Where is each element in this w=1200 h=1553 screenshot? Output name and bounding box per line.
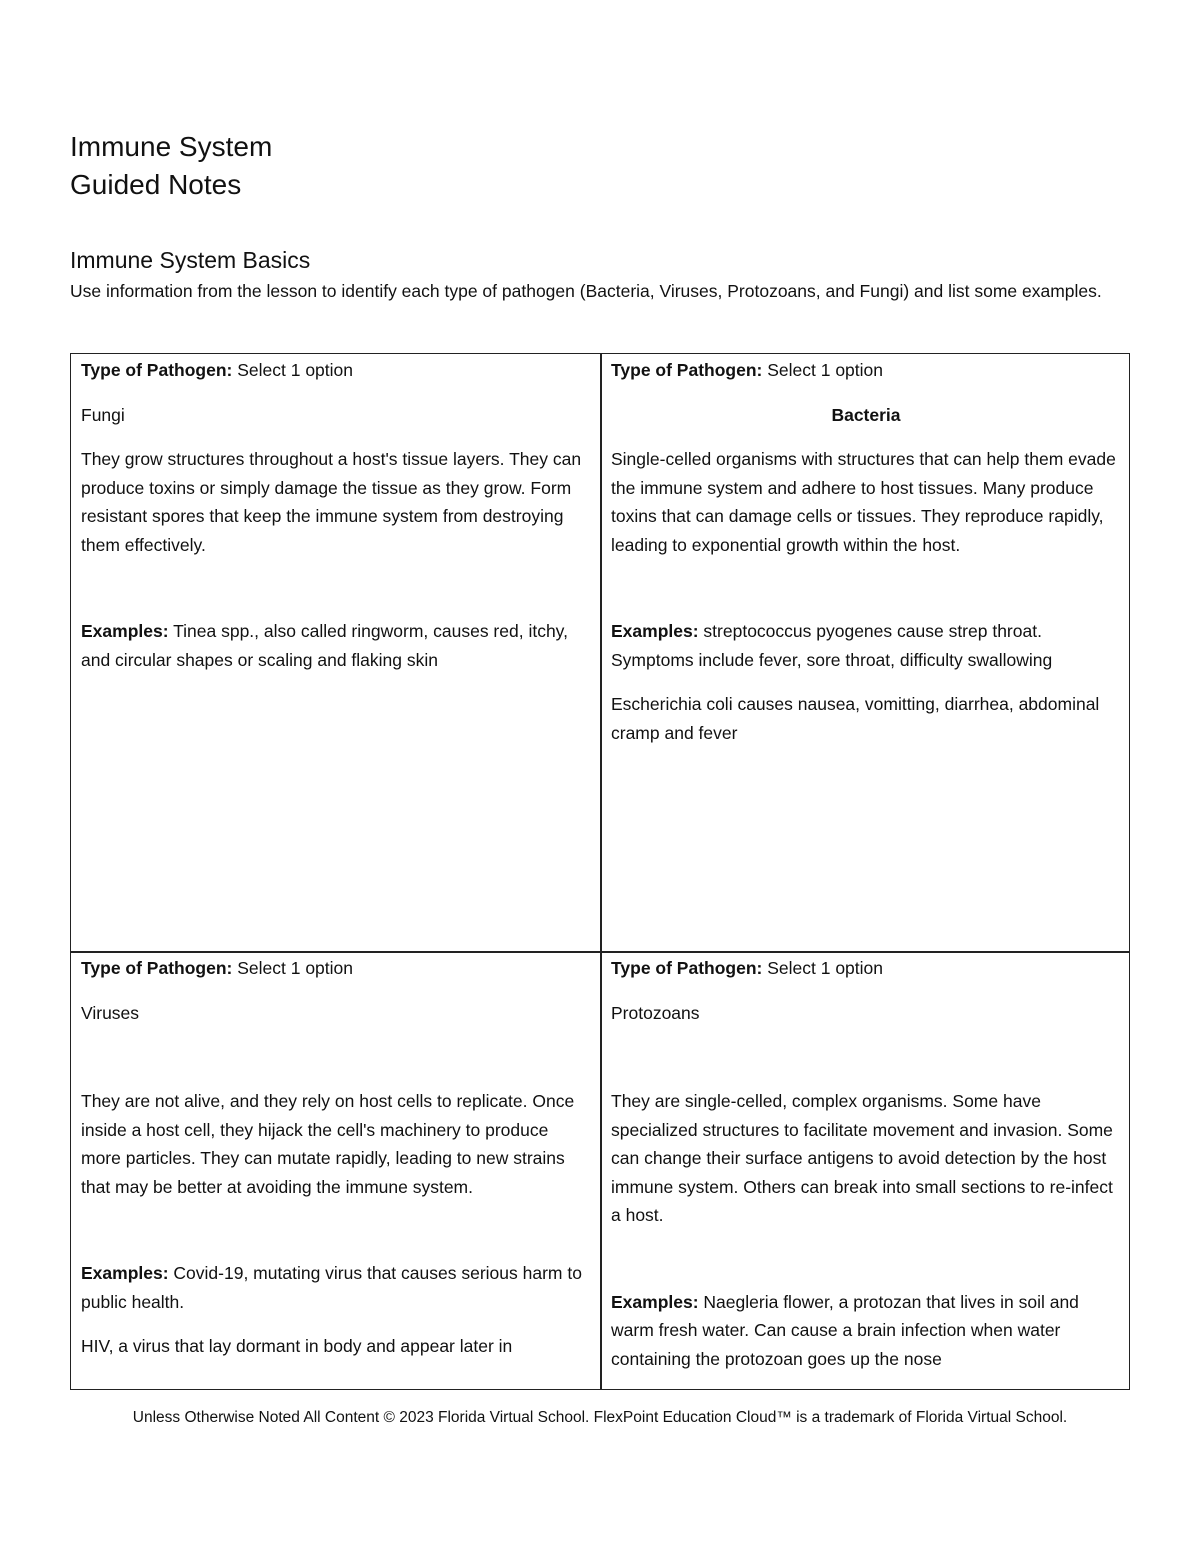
type-label: Type of Pathogen:: [611, 360, 763, 380]
table-divider-vertical: [600, 354, 602, 1389]
type-label: Type of Pathogen:: [611, 958, 763, 978]
pathogen-select[interactable]: Select 1 option: [237, 360, 353, 380]
pathogen-name: Fungi: [81, 404, 125, 425]
pathogen-name: Bacteria: [831, 404, 901, 425]
cell-bacteria: [611, 354, 1121, 950]
examples-label: Examples:: [81, 621, 169, 641]
copyright-footer: Unless Otherwise Noted All Content © 2023 Florida Virtual School. FlexPoint Education Cloud™ is a trademark of Florida Virtual School.: [132, 1409, 1068, 1426]
pathogen-description: They grow structures throughout a host's tissue layers. They can produce toxins or simply damage the tissue as they grow. Form resistant spores that keep the immune system from destroying them effectively.: [81, 449, 582, 555]
pathogen-select[interactable]: Select 1 option: [767, 958, 883, 978]
cell-viruses: [81, 952, 591, 1389]
examples-label: Examples:: [611, 1291, 699, 1312]
pathogen-name: Viruses: [81, 1002, 140, 1023]
examples-label: Examples:: [81, 1263, 169, 1283]
example-text: Covid-19, mutating virus that causes serious harm to public health.: [81, 1263, 582, 1312]
examples-label: Examples:: [611, 621, 699, 641]
example-text: streptococcus pyogenes cause strep throat. Symptoms include fever, sore throat, difficulty swallowing: [611, 621, 1053, 670]
section-instructions: Use information from the lesson to identify each type of pathogen (Bacteria, Viruses, Protozoans, and Fungi) and list some examples.: [70, 281, 1102, 301]
type-label: Type of Pathogen:: [81, 360, 233, 380]
example-text: Tinea spp., also called ringworm, causes red, itchy, and circular shapes or scaling and flaking skin: [81, 621, 568, 670]
pathogen-select[interactable]: Select 1 option: [767, 360, 883, 380]
pathogen-name: Protozoans: [611, 1002, 700, 1023]
example-text: Naegleria flower, a protozan that lives in soil and warm fresh water. Can cause a brain infection when water containing the protozoan goes up the nose: [611, 1291, 1079, 1369]
example-text-2: Escherichia coli causes nausea, vomitting, diarrhea, abdominal cramp and fever: [611, 694, 1100, 743]
pathogen-description: They are single-celled, complex organisms. Some have specialized structures to facilitate movement and invasion. Some can change their surface antigens to avoid detection by the host immune system. Others can break into small sections to re-infect a host.: [611, 1091, 1113, 1225]
cell-fungi: [81, 354, 591, 950]
type-label: Type of Pathogen:: [81, 958, 233, 978]
section-heading: Immune System Basics: [70, 247, 311, 273]
pathogen-description: They are not alive, and they rely on host cells to replicate. Once inside a host cell, they hijack the cell's machinery to produce more particles. They can mutate rapidly, leading to new strains that may be better at avoiding the immune system.: [81, 1091, 575, 1197]
pathogen-description: Single-celled organisms with structures that can help them evade the immune system and adhere to host tissues. Many produce toxins that can damage cells or tissues. They reproduce rapidly, leading to exponential growth within the host.: [611, 449, 1116, 555]
pathogen-table: [70, 353, 1130, 1390]
page-title: Immune System: [70, 131, 273, 162]
cell-protozoans: [611, 952, 1121, 1389]
page-subtitle: Guided Notes: [70, 169, 242, 200]
pathogen-select[interactable]: Select 1 option: [237, 958, 353, 978]
example-text-2: HIV, a virus that lay dormant in body and appear later in: [81, 1336, 513, 1356]
